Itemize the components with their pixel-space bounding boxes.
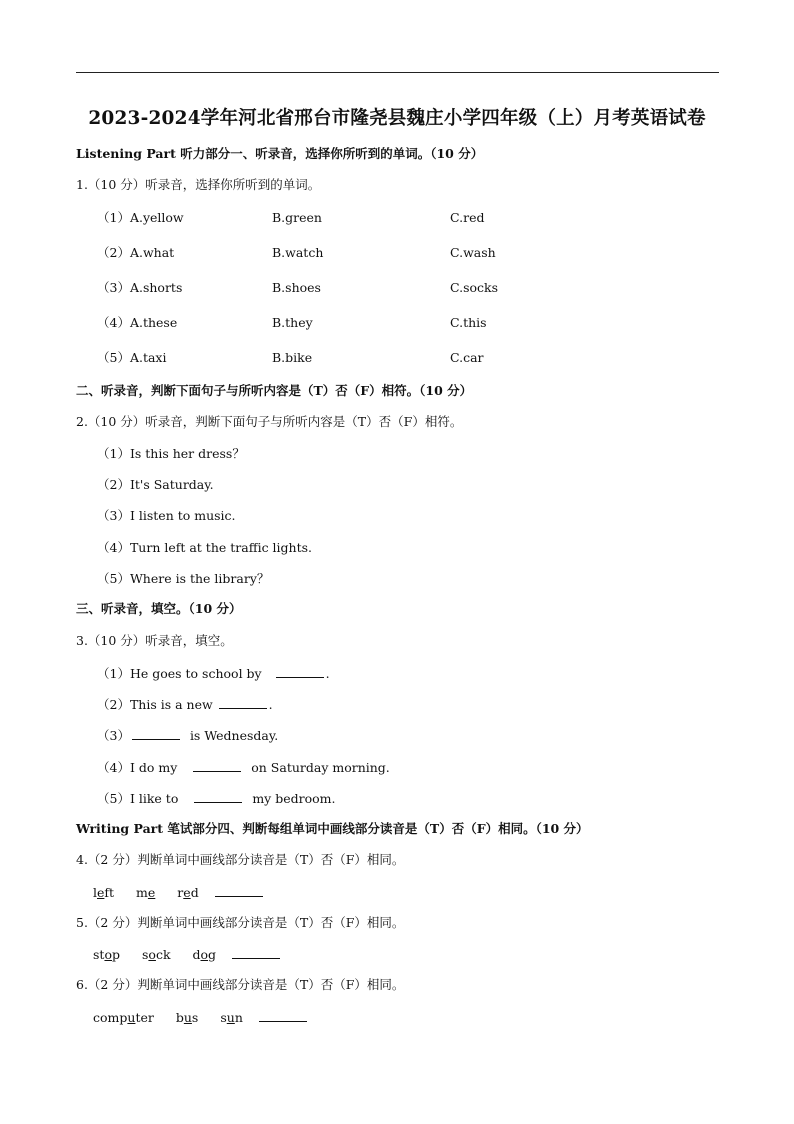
word: bus	[175, 1010, 199, 1025]
q1-2-option-c: C.wash	[450, 245, 496, 260]
q5-words	[93, 946, 282, 963]
q1-5-option-b: B.bike	[272, 350, 313, 365]
q2-item-2: （2）It's Saturday.	[97, 477, 214, 492]
word: dog	[192, 947, 217, 962]
fill-blank	[219, 696, 267, 709]
exam-title: 2023-2024学年河北省邢台市隆尧县魏庄小学四年级（上）月考英语试卷	[88, 108, 706, 129]
q3-item-5	[97, 790, 335, 807]
q1-3-option-b: B.shoes	[272, 280, 321, 295]
question-6: 6.（2 分）判断单词中画线部分读音是（T）否（F）相同。	[76, 977, 405, 992]
q3-item-2-post: .	[268, 697, 273, 712]
q3-item-2	[97, 696, 273, 713]
q2-item-3: （3）I listen to music.	[97, 508, 236, 523]
q3-item-3-text: （3）	[97, 728, 130, 743]
q1-2-option-b: B.watch	[272, 245, 324, 260]
q3-item-4-post: on Saturday morning.	[251, 760, 390, 775]
word: left	[93, 885, 115, 900]
fill-blank	[259, 1009, 307, 1022]
q3-item-3	[97, 727, 278, 744]
q3-item-1	[97, 665, 330, 682]
q1-1-option-b: B.green	[272, 210, 322, 225]
section1-heading: Listening Part 听力部分一、听录音，选择你所听到的单词。（10 分）	[76, 146, 484, 161]
word: stop	[93, 947, 120, 962]
q4-words	[93, 884, 265, 901]
q3-item-2-text: （2）This is a new	[97, 697, 213, 712]
section2-heading: 二、听录音，判断下面句子与所听内容是（T）否（F）相符。（10 分）	[76, 383, 473, 398]
question-2: 2.（10 分）听录音，判断下面句子与所听内容是（T）否（F）相符。	[76, 414, 463, 429]
q1-1-option-c: C.red	[450, 210, 485, 225]
word: sock	[141, 947, 171, 962]
question-1: 1.（10 分）听录音，选择你所听到的单词。	[76, 177, 321, 192]
question-3: 3.（10 分）听录音，填空。	[76, 633, 233, 648]
word: red	[177, 885, 199, 900]
fill-blank	[276, 665, 324, 678]
fill-blank	[193, 759, 241, 772]
question-5: 5.（2 分）判断单词中画线部分读音是（T）否（F）相同。	[76, 915, 405, 930]
word: sun	[220, 1010, 243, 1025]
fill-blank	[132, 727, 180, 740]
q3-item-4-text: （4）I do my	[97, 760, 178, 775]
q1-4-option-a: （4）A.these	[97, 315, 178, 330]
q6-words	[93, 1009, 309, 1026]
q1-5-option-c: C.car	[450, 350, 484, 365]
q3-item-4	[97, 759, 390, 776]
q3-item-3-post: is Wednesday.	[189, 728, 279, 743]
fill-blank	[232, 946, 280, 959]
header-rule	[76, 72, 719, 73]
fill-blank	[215, 884, 263, 897]
q1-2-option-a: （2）A.what	[97, 245, 175, 260]
q1-3-option-c: C.socks	[450, 280, 499, 295]
q3-item-1-text: （1）He goes to school by	[97, 666, 262, 681]
fill-blank	[194, 790, 242, 803]
section4-heading: Writing Part 笔试部分四、判断每组单词中画线部分读音是（T）否（F）相同。（10 分）	[76, 821, 589, 836]
question-4: 4.（2 分）判断单词中画线部分读音是（T）否（F）相同。	[76, 852, 405, 867]
q3-item-5-text: （5）I like to	[97, 791, 179, 806]
q1-4-option-c: C.this	[450, 315, 487, 330]
q1-5-option-a: （5）A.taxi	[97, 350, 167, 365]
word: me	[136, 885, 156, 900]
q2-item-5: （5）Where is the library？	[97, 571, 270, 586]
q1-3-option-a: （3）A.shorts	[97, 280, 183, 295]
q3-item-5-post: my bedroom.	[252, 791, 336, 806]
q1-1-option-a: （1）A.yellow	[97, 210, 184, 225]
q2-item-4: （4）Turn left at the traffic lights.	[97, 540, 313, 555]
q3-item-1-post: .	[325, 666, 330, 681]
section3-heading: 三、听录音，填空。（10 分）	[76, 601, 242, 616]
q1-4-option-b: B.they	[272, 315, 313, 330]
word: computer	[93, 1010, 154, 1025]
q2-item-1: （1）Is this her dress？	[97, 446, 245, 461]
